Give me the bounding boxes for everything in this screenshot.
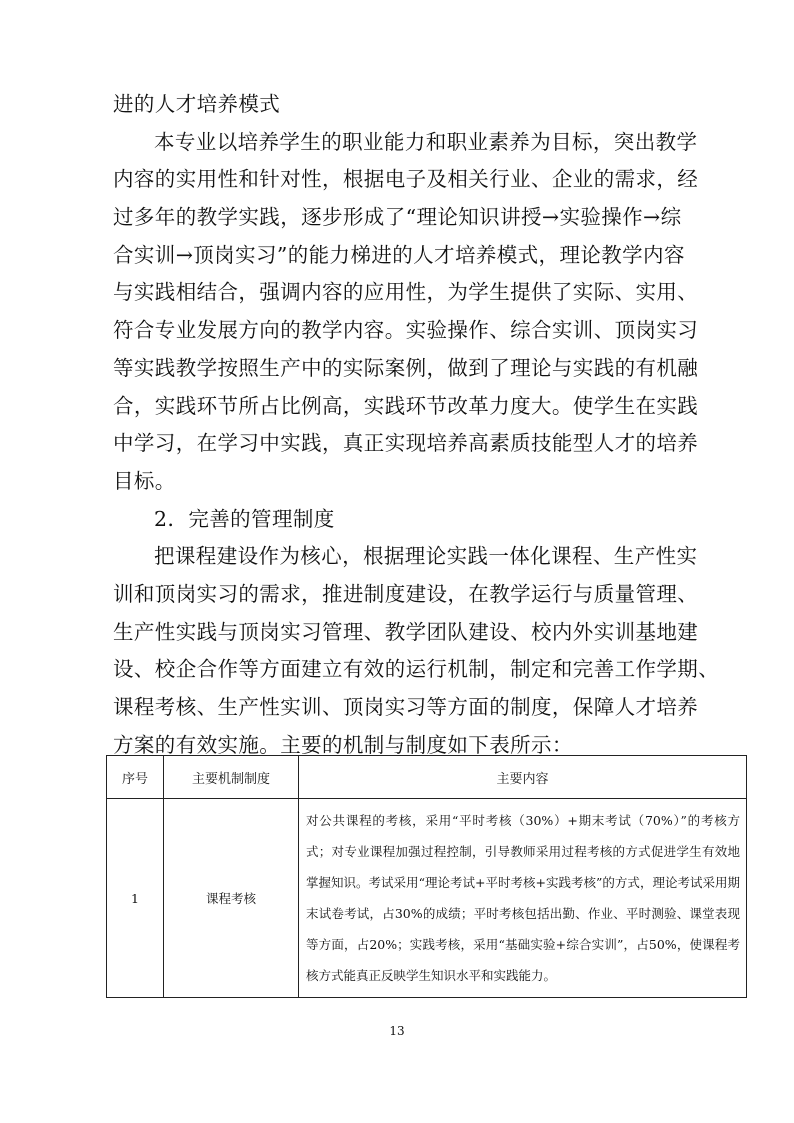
column-header-content: 主要内容 bbox=[299, 756, 747, 799]
text-line: 中学习，在学习中实践，真正实现培养高素质技能型人才的培养 bbox=[113, 431, 699, 456]
table-row bbox=[107, 799, 747, 998]
text-line: 课程考核、生产性实训、顶岗实习等方面的制度，保障人才培养 bbox=[113, 695, 699, 719]
text-line: 内容的实用性和针对性，根据电子及相关行业、企业的需求，经 bbox=[113, 167, 699, 192]
cell-number: 1 bbox=[107, 799, 164, 998]
body-text bbox=[113, 86, 720, 764]
text-line: 过多年的教学实践，逐步形成了“理论知识讲授→实验操作→综 bbox=[113, 205, 682, 230]
page-number: 13 bbox=[389, 1024, 405, 1038]
column-header-number: 序号 bbox=[107, 756, 164, 799]
section-heading: 2．完善的管理制度 bbox=[154, 506, 335, 531]
text-line: 训和顶岗实习的需求，推进制度建设，在教学运行与质量管理、 bbox=[113, 581, 699, 606]
text-line: 与实践相结合，强调内容的应用性，为学生提供了实际、实用、 bbox=[113, 280, 699, 305]
table-header-row bbox=[107, 756, 747, 799]
text-line: 生产性实践与顶岗实习管理、教学团队建设、校内外实训基地建 bbox=[113, 619, 699, 644]
text-line: 符合专业发展方向的教学内容。实验操作、综合实训、顶岗实习 bbox=[113, 318, 699, 343]
text-line: 合，实践环节所占比例高，实践环节改革力度大。使学生在实践 bbox=[113, 393, 699, 418]
cell-mechanism: 课程考核 bbox=[164, 799, 299, 998]
text-line: 目标。 bbox=[113, 468, 176, 493]
text-line: 本专业以培养学生的职业能力和职业素养为目标，突出教学 bbox=[154, 129, 698, 154]
mechanism-table bbox=[106, 755, 747, 998]
text-line: 合实训→顶岗实习”的能力梯进的人才培养模式，理论教学内容 bbox=[113, 242, 685, 267]
cell-content: 对公共课程的考核，采用“平时考核（30%）+期末考试（70%）”的考核方式；对专业课程加强过程控制，引导教师采用过程考核的方式促进学生有效地掌握知识。考试采用“理论考试+平时考核+实践考核”的方式，理论考试采用期末试卷考试，占30%的成绩；平时考核包括出勤、作业、平时测验、课堂表现等方面，占20%；实践考核，采用“基础实验+综合实训”，占50%，使课程考核方式能真正反映学生知识水平和实践能力。 bbox=[299, 799, 747, 998]
text-line: 方案的有效实施。主要的机制与制度如下表所示： bbox=[113, 732, 573, 757]
text-line: 进的人才培养模式 bbox=[113, 92, 281, 116]
text-line: 等实践教学按照生产中的实际案例，做到了理论与实践的有机融 bbox=[113, 355, 699, 380]
text-line: 设、校企合作等方面建立有效的运行机制，制定和完善工作学期、 bbox=[113, 657, 720, 682]
column-header-mechanism: 主要机制制度 bbox=[164, 756, 299, 799]
text-line: 把课程建设作为核心，根据理论实践一体化课程、生产性实 bbox=[154, 544, 698, 569]
